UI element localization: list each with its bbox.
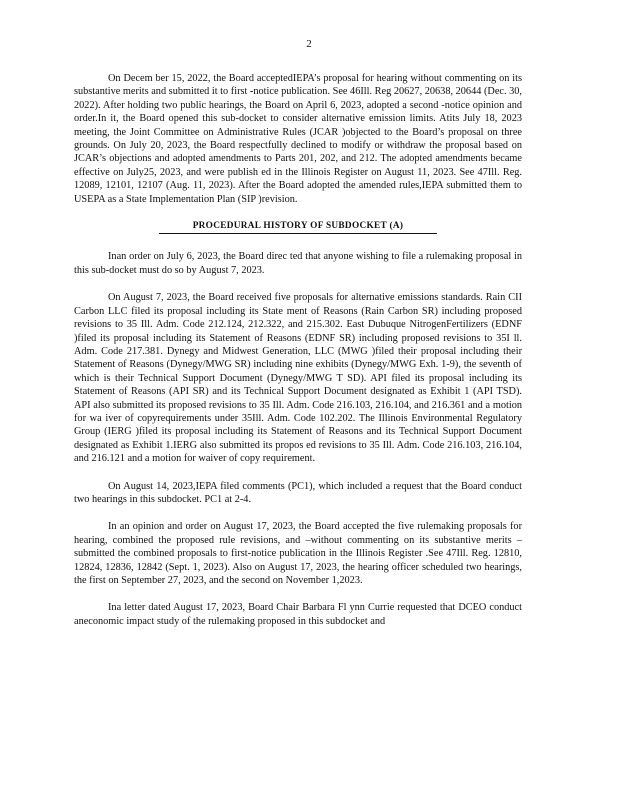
section-heading-text: PROCEDURAL HISTORY OF SUBDOCKET (A) bbox=[159, 220, 437, 234]
page-number: 2 bbox=[306, 38, 312, 50]
paragraph-proposals-received: On August 7, 2023, the Board received five proposals for alternative emissions standards. Rain CII Carbon LLC filed its proposal including its State ment of Reasons (Rain Carbon SR) including proposed revisions to 35 Ill. Adm. Code 212.124, 212.322, and 215.302. East Dubuque NitrogenFertilizers (EDNF )filed its proposal including its Statement of Reasons (EDNF SR) including proposed revisions to 35I ll. Adm. Code 217.381. Dynegy and Midwest Generation, LLC (MWG )filed their proposal including their Statement of Reasons (Dynegy/MWG SR) including nine exhibits (Dynegy/MWG Exh. 1-9), the seventh of which is their Technical Support Document (Dynegy/MWG T SD). API filed its proposal including its Statement of Reasons (API SR) and its Technical Support Document designated as Exhibit 1 (API TSD). API also submitted its proposed revisions to 35 Ill. Adm. Code 216.103, 216.104, and 216.361 and a motion for wa iver of copyrequirements under 35Ill. Adm. Code 102.202. The Illinois Environmental Regulatory Group (IERG )filed its proposal including its Statement of Reasons and its Technical Support Document designated as Exhibit 1.IERG also submitted its propos ed revisions to 35 Ill. Adm. Code 216.103, 216.104, and 216.121 and a motion for waiver of copy requirement. bbox=[74, 292, 522, 465]
paragraph-dceo-letter: Ina letter dated August 17, 2023, Board Chair Barbara Fl ynn Currie requested that DCEO conduct aneconomic impact study of the rulemaking proposed in this subdocket and bbox=[74, 602, 522, 627]
paragraph-first-notice: In an opinion and order on August 17, 2023, the Board accepted the five rulemaking proposals for hearing, combined the proposed rule revisions, and –without commenting on its substantive merits –submitted the combined proposals to first-notice publication in the Illinois Register .See 47Ill. Reg. 12810, 12824, 12836, 12842 (Sept. 1, 2023). Also on August 17, 2023, the hearing officer scheduled two hearings, the first on September 27, 2023, and the second on November 1,2023. bbox=[74, 521, 522, 586]
section-heading bbox=[74, 220, 522, 234]
document-body bbox=[74, 72, 522, 642]
paragraph-july-order: Inan order on July 6, 2023, the Board direc ted that anyone wishing to file a rulemaking proposal in this sub-docket must do so by August 7, 2023. bbox=[74, 251, 522, 276]
paragraph-board-acceptance: On Decem ber 15, 2022, the Board acceptedIEPA’s proposal for hearing without commenting on its substantive merits and submitted it to first -notice publication. See 46Ill. Reg 20627, 20638, 20644 (Dec. 30, 2022). After holding two public hearings, the Board on April 6, 2023, adopted a second -notice opinion and order.In it, the Board opened this sub-docket to consider alternative emission limits. Atits July 18, 2023 meeting, the Joint Committee on Administrative Rules (JCAR )objected to the Board’s proposal on three grounds. On July 20, 2023, the Board respectfully declined to modify or withdraw the proposal based on JCAR’s objections and adopted amendments to Parts 201, 202, and 212. The adopted amendments became effective on July25, 2023, and were publish ed in the Illinois Register on August 11, 2023. See 47Ill. Reg. 12089, 12101, 12107 (Aug. 11, 2023). After the Board adopted the amended rules,IEPA submitted them to USEPA as a State Implementation Plan (SIP )revision. bbox=[74, 73, 522, 205]
paragraph-iepa-comments: On August 14, 2023,IEPA filed comments (PC1), which included a request that the Board conduct two hearings in this subdocket. PC1 at 2-4. bbox=[74, 480, 522, 505]
